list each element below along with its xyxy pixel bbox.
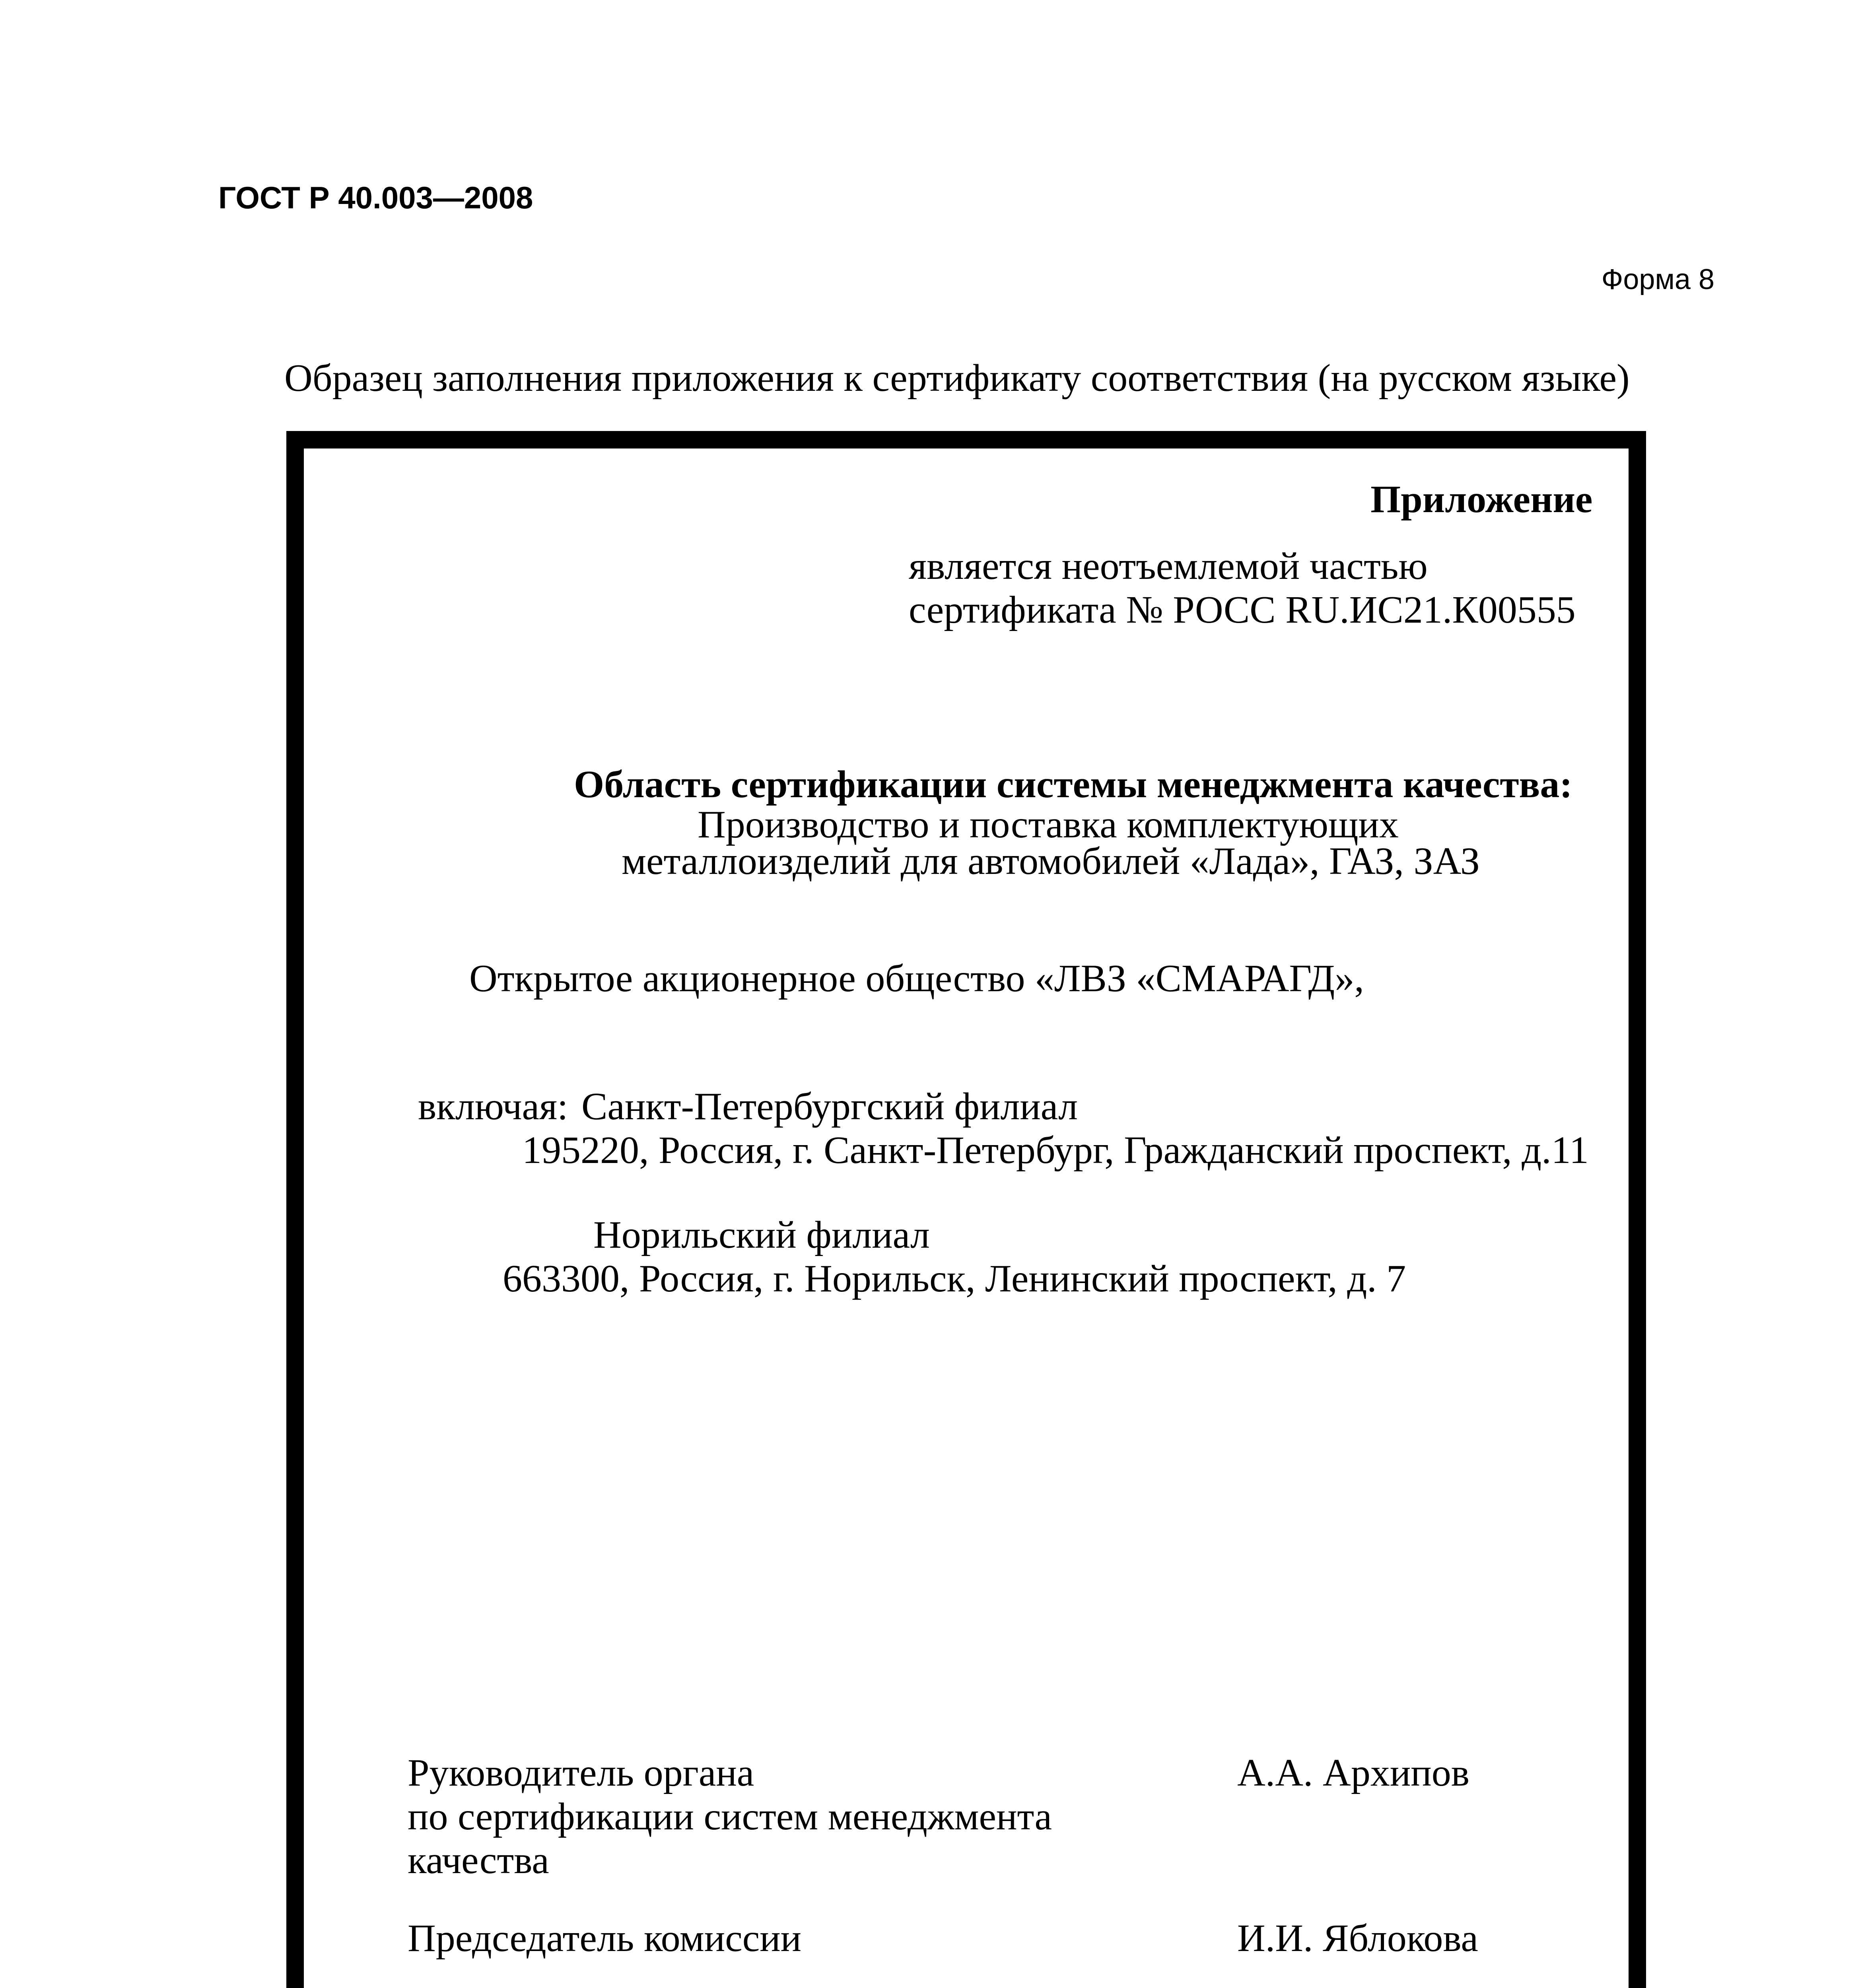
including-label: включая:	[418, 1085, 568, 1128]
organization-name: Открытое акционерное общество «ЛВЗ «СМАРАГД»,	[469, 957, 1364, 1000]
appendix-title: Приложение	[1370, 478, 1593, 521]
head-name: А.А. Архипов	[1237, 1751, 1469, 1794]
appendix-certificate-number: сертификата № РОСС RU.ИС21.К00555	[909, 588, 1576, 631]
scope-line1: Производство и поставка комплектующих	[698, 803, 1399, 846]
standard-id: ГОСТ Р 40.003—2008	[218, 180, 533, 215]
chair-title: Председатель комиссии	[408, 1917, 802, 1960]
head-title-line1: Руководитель органа	[408, 1751, 754, 1794]
head-title-line2: по сертификации систем менеджмента	[408, 1795, 1052, 1838]
scope-heading: Область сертификации системы менеджмента качества:	[574, 763, 1573, 806]
form-label: Форма 8	[1601, 264, 1714, 295]
branch-address-spb: 195220, Россия, г. Санкт-Петербург, Гражданский проспект, д.11	[522, 1129, 1589, 1172]
branch-address-norilsk: 663300, Россия, г. Норильск, Ленинский проспект, д. 7	[503, 1257, 1406, 1300]
scope-line2: металлоизделий для автомобилей «Лада», ГАЗ, ЗАЗ	[622, 840, 1480, 883]
branch-name-norilsk: Норильский филиал	[593, 1213, 930, 1256]
head-title-line3: качества	[408, 1839, 549, 1882]
chair-name: И.И. Яблокова	[1237, 1917, 1478, 1960]
document-caption: Образец заполнения приложения к сертификату соответствия (на русском языке)	[284, 357, 1630, 400]
appendix-note-line1: является неотъемлемой частью	[909, 545, 1428, 588]
branch-name-spb: Санкт-Петербургский филиал	[581, 1085, 1078, 1128]
